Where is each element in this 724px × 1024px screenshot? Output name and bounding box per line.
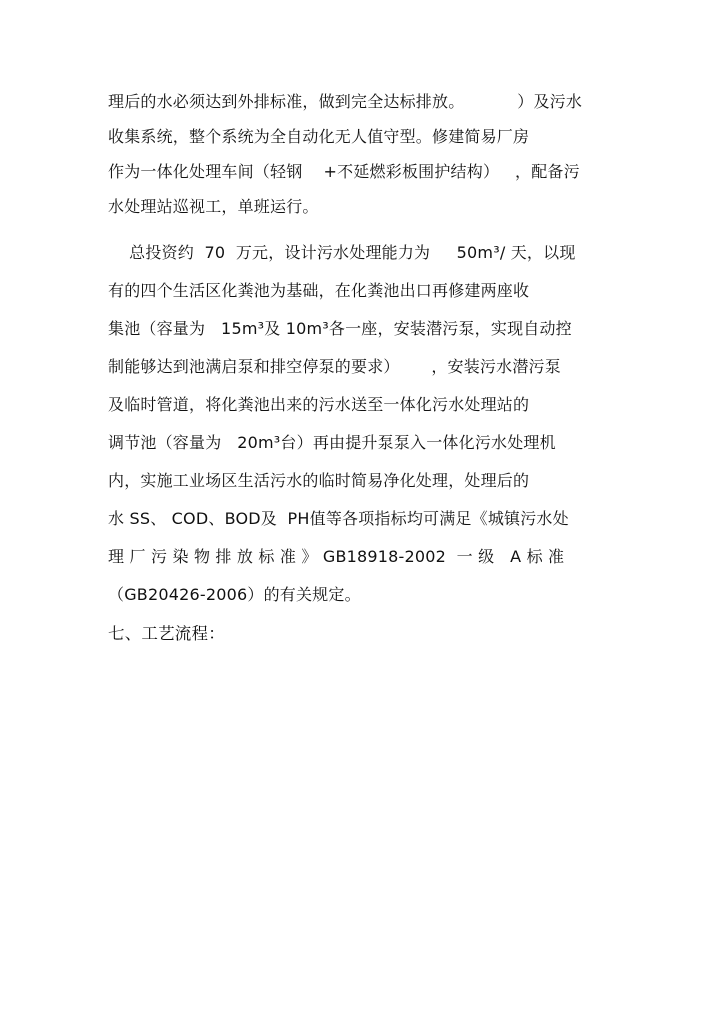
body-text-line: 理后的水必须达到外排标准，做到完全达标排放。 ）及污水 [108, 92, 583, 111]
section-heading: 七、工艺流程： [108, 624, 225, 643]
body-text-line: 内，实施工业场区生活污水的临时简易净化处理，处理后的 [108, 471, 530, 490]
body-text-line: 集池（容量为 15m³及 10m³各一座，安装潜污泵，实现自动控 [108, 319, 572, 338]
body-text-line: 水 SS、 COD、BOD及 PH值等各项指标均可满足《城镇污水处 [108, 509, 569, 528]
body-text-line: 调节池（容量为 20m³台）再由提升泵泵入一体化污水处理机 [108, 433, 556, 452]
body-text-line: 总投资约 70 万元，设计污水处理能力为 50m³/ 天，以现 [108, 243, 576, 262]
body-text-line: 理 厂 污 染 物 排 放 标 准 》 GB18918-2002 一 级 A 标 准 [108, 547, 565, 566]
body-text-line: 制能够达到池满启泵和排空停泵的要求） ，安装污水潜污泵 [108, 357, 561, 376]
body-text-line: 作为一体化处理车间（轻钢 +不延燃彩板围护结构） ，配备污 [108, 162, 580, 181]
body-text-line: 有的四个生活区化粪池为基础，在化粪池出口再修建两座收 [108, 281, 530, 300]
body-text-line: 水处理站巡视工，单班运行。 [108, 197, 319, 216]
body-text-line: （GB20426-2006）的有关规定。 [108, 585, 361, 604]
body-text-line: 收集系统，整个系统为全自动化无人值守型。修建简易厂房 [108, 127, 530, 146]
body-text-line: 及临时管道，将化粪池出来的污水送至一体化污水处理站的 [108, 395, 530, 414]
